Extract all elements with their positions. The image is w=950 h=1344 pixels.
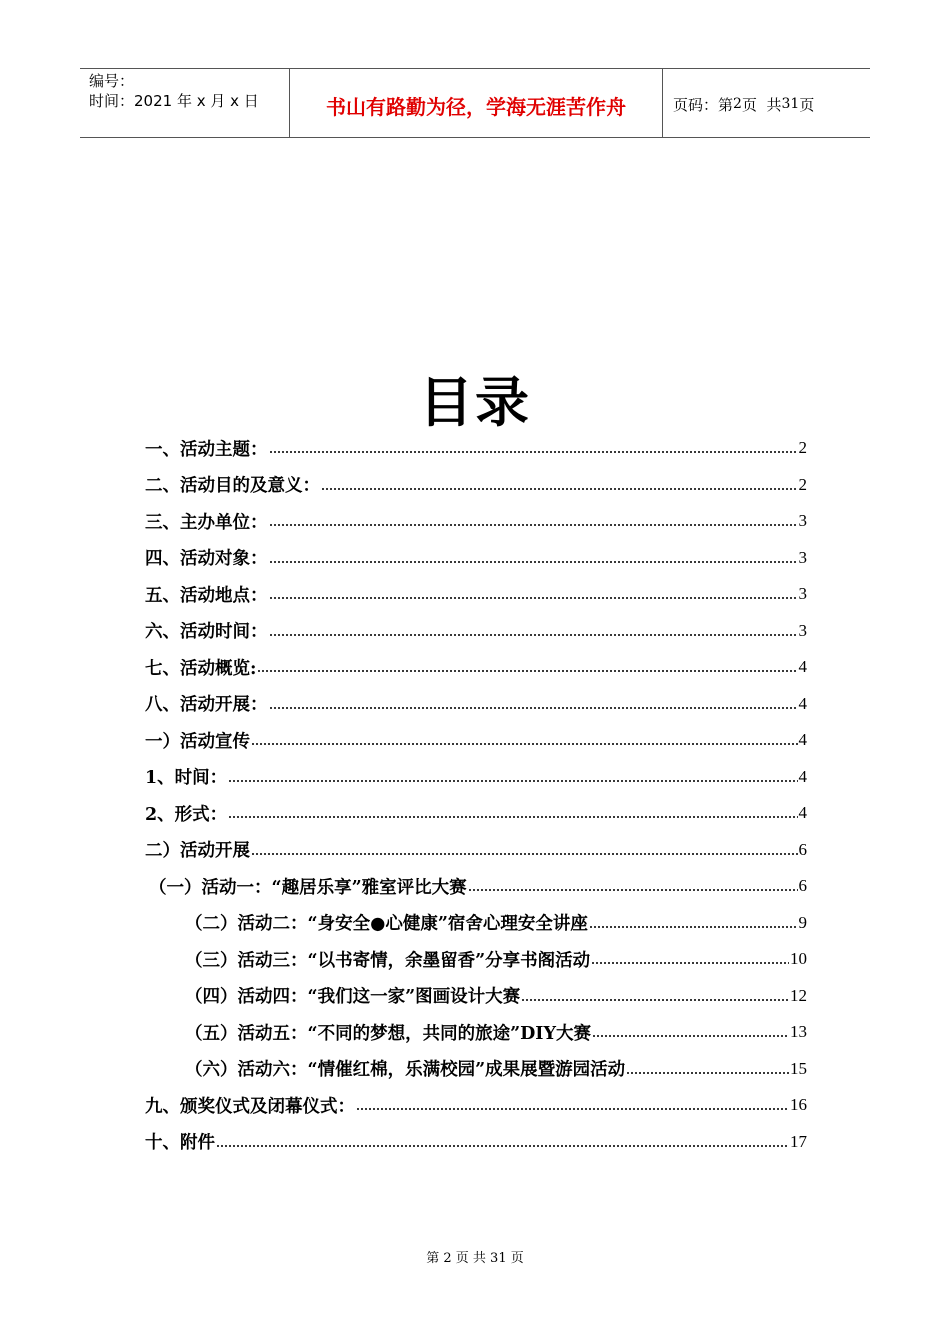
- toc-leader-dots: [216, 1145, 789, 1147]
- toc-title: 目录: [419, 370, 531, 434]
- toc-entry-label: （二）活动二：“身安全●心健康”宿舍心理安全讲座: [185, 914, 588, 935]
- toc-entry-page: 2: [798, 438, 807, 458]
- toc-entry-page: 3: [798, 620, 807, 640]
- page-mid: 页 共: [741, 95, 782, 114]
- toc-leader-dots: [269, 561, 798, 563]
- toc-entry-label: （六）活动六：“情催红棉，乐满校园”成果展暨游园活动: [185, 1060, 626, 1081]
- toc-entry-page: 6: [798, 839, 807, 859]
- toc-entry-page: 4: [798, 766, 807, 786]
- toc-leader-dots: [356, 1108, 789, 1110]
- toc-entry-label: 一）活动宣传: [145, 731, 250, 752]
- toc-entry[interactable]: [145, 467, 807, 504]
- toc-entry-page: 15: [790, 1058, 807, 1078]
- page-current: 2: [733, 96, 742, 112]
- toc-entry[interactable]: [145, 795, 807, 832]
- toc-entry-label: 四、活动对象：: [145, 549, 268, 570]
- toc-entry[interactable]: [145, 759, 807, 796]
- toc-entry[interactable]: [145, 686, 807, 723]
- toc-entry-label: 十、附件: [145, 1133, 215, 1154]
- toc-entry[interactable]: [145, 576, 807, 613]
- toc-entry-page: 10: [790, 949, 807, 969]
- page-label: 页码：第: [673, 95, 734, 114]
- toc-entry-label: 八、活动开展：: [145, 695, 268, 716]
- toc-leader-dots: [591, 962, 789, 964]
- toc-leader-dots: [251, 743, 798, 745]
- toc-leader-dots: [269, 451, 798, 453]
- header-motto: 书山有路勤为径，学海无涯苦作舟: [290, 69, 663, 137]
- toc-entry[interactable]: [145, 941, 807, 978]
- toc-entry-page: 2: [798, 474, 807, 494]
- toc-entry[interactable]: [145, 430, 807, 467]
- toc-entry-page: 4: [798, 693, 807, 713]
- toc-entry-page: 12: [790, 985, 807, 1005]
- toc-leader-dots: [269, 597, 798, 599]
- toc-entry-page: 9: [798, 912, 807, 932]
- page-footer: 第 2 页 共 31 页: [426, 1251, 524, 1266]
- header-meta: [80, 69, 290, 137]
- header-page-info: [663, 69, 870, 137]
- toc-leader-dots: [592, 1035, 789, 1037]
- toc-entry-label: 1、时间：: [145, 768, 228, 789]
- toc-entry-label: 五、活动地点：: [145, 585, 268, 606]
- toc-entry[interactable]: [145, 649, 807, 686]
- toc-entry[interactable]: [145, 1124, 807, 1161]
- toc-entry-label: 六、活动时间：: [145, 622, 268, 643]
- toc-leader-dots: [269, 707, 798, 709]
- toc-leader-dots: [269, 524, 798, 526]
- toc-entry-label: （五）活动五：“不同的梦想，共同的旅途”DIY大赛: [185, 1023, 591, 1044]
- toc-leader-dots: [269, 634, 798, 636]
- toc-entry[interactable]: [145, 868, 807, 905]
- toc-leader-dots: [521, 999, 789, 1001]
- toc-entry-label: 二）活动开展: [145, 841, 250, 862]
- toc-entry[interactable]: [145, 1051, 807, 1088]
- toc-entry-page: 16: [790, 1095, 807, 1115]
- toc-entry-label: 2、形式：: [145, 804, 228, 825]
- toc-entry[interactable]: [145, 905, 807, 942]
- toc-entry[interactable]: [145, 1087, 807, 1124]
- toc-entry-page: 3: [798, 584, 807, 604]
- page-total: 31: [781, 96, 800, 112]
- toc-entry-label: 二、活动目的及意义：: [145, 476, 320, 497]
- toc-entry[interactable]: [145, 832, 807, 869]
- toc-entry-label: 七、活动概览:: [145, 658, 257, 679]
- toc-leader-dots: [257, 670, 797, 672]
- toc-entry-label: 三、主办单位：: [145, 512, 268, 533]
- toc-entry[interactable]: [145, 1014, 807, 1051]
- toc-entry-label: （四）活动四：“我们这一家”图画设计大赛: [185, 987, 521, 1008]
- toc-entry-label: 九、颁奖仪式及闭幕仪式：: [145, 1096, 355, 1117]
- toc-entry-page: 3: [798, 511, 807, 531]
- toc-entry[interactable]: [145, 978, 807, 1015]
- toc-entry-label: （三）活动三：“以书寄情，余墨留香”分享书阁活动: [185, 950, 591, 971]
- toc-leader-dots: [251, 853, 798, 855]
- toc-entry-label: （一）活动一：“趣居乐享”雅室评比大赛: [149, 877, 467, 898]
- toc-leader-dots: [228, 780, 797, 782]
- toc-entry[interactable]: [145, 503, 807, 540]
- toc-entry[interactable]: [145, 722, 807, 759]
- toc-entry-page: 13: [790, 1022, 807, 1042]
- toc-entry-page: 17: [790, 1131, 807, 1151]
- toc-leader-dots: [321, 488, 798, 490]
- toc-entry-page: 4: [798, 803, 807, 823]
- toc-entry-page: 4: [798, 730, 807, 750]
- toc-entry-label: 一、活动主题：: [145, 439, 268, 460]
- toc-leader-dots: [626, 1072, 789, 1074]
- toc-leader-dots: [228, 816, 797, 818]
- toc-leader-dots: [589, 926, 798, 928]
- toc-entry[interactable]: [145, 613, 807, 650]
- table-of-contents: [145, 430, 807, 1160]
- toc-entry-page: 6: [798, 876, 807, 896]
- toc-entry-page: 3: [798, 547, 807, 567]
- page-suffix: 页: [799, 95, 815, 114]
- page-header: [80, 68, 870, 138]
- toc-entry-page: 4: [798, 657, 807, 677]
- toc-leader-dots: [468, 889, 798, 891]
- toc-entry[interactable]: [145, 540, 807, 577]
- document-number-label: 编号：: [89, 72, 135, 90]
- document-time-label: 时间：2021 年 x 月 x 日: [89, 92, 259, 110]
